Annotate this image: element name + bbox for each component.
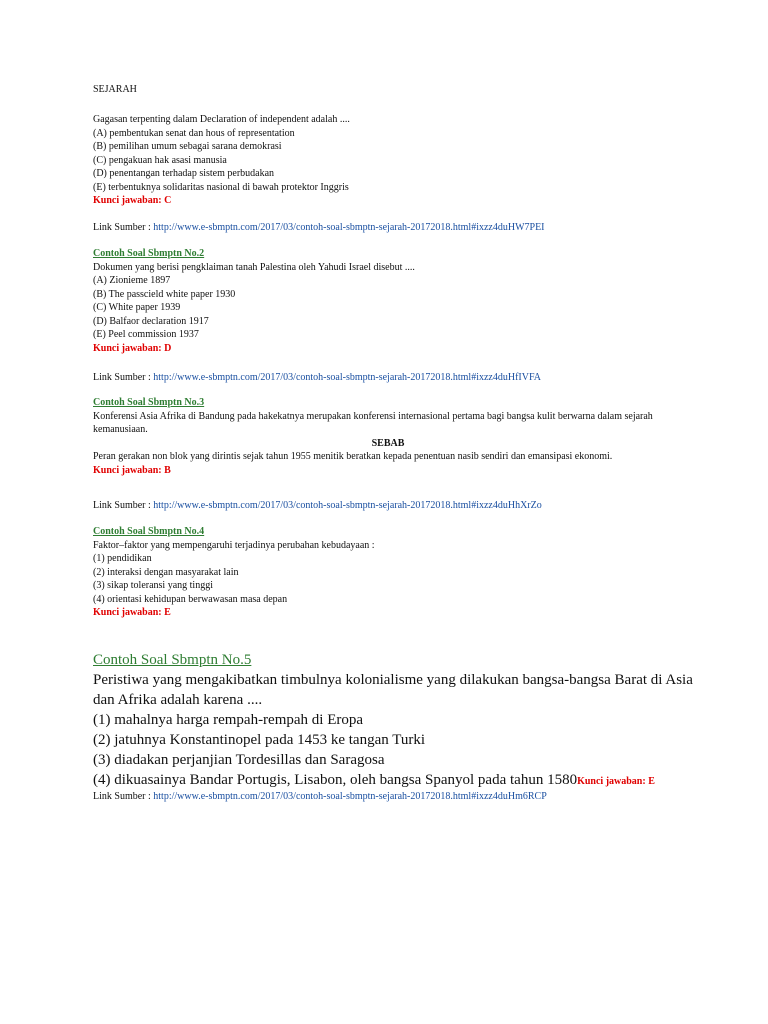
option-item: (3) diadakan perjanjian Tordesillas dan Saragosa (93, 752, 385, 768)
question-text: Gagasan terpenting dalam Declaration of independent adalah .... (93, 114, 350, 125)
question-3 (93, 396, 683, 477)
question-heading[interactable]: Contoh Soal Sbmptn No.4 (93, 526, 205, 537)
option-item: (E) terbentuknya solidaritas nasional di bawah protektor Inggris (93, 181, 349, 193)
link-prefix: Link Sumber : (93, 372, 154, 383)
question-2 (93, 247, 415, 355)
option-item: (2) jatuhnya Konstantinopel pada 1453 ke tangan Turki (93, 732, 426, 748)
option-item: (A) pembentukan senat dan hous of representation (93, 127, 295, 139)
option-item: (B) pemilihan umum sebagai sarana demokrasi (93, 141, 282, 152)
answer-key: Kunci jawaban: C (93, 195, 172, 206)
option-item: (B) The passcield white paper 1930 (93, 288, 236, 300)
link-prefix: Link Sumber : (93, 222, 154, 233)
source-link-row (93, 371, 541, 385)
answer-key: Kunci jawaban: E (93, 607, 171, 618)
link-prefix: Link Sumber : (93, 791, 154, 802)
connector-text: SEBAB (371, 437, 405, 449)
reason-text: Peran gerakan non blok yang dirintis sejak tahun 1955 menitik beratkan kepada penentuan nasib sendiri dan emansipasi ekonomi. (93, 451, 613, 462)
option-item: (E) Peel commission 1937 (93, 329, 199, 340)
question-heading[interactable]: Contoh Soal Sbmptn No.5 (93, 652, 252, 668)
option-item: (2) interaksi dengan masyarakat lain (93, 566, 239, 578)
option-item: (C) pengakuan hak asasi manusia (93, 154, 227, 166)
option-item: (D) Balfaor declaration 1917 (93, 315, 209, 327)
question-text: Peristiwa yang mengakibatkan timbulnya kolonialisme yang dilakukan bangsa-bangsa Barat di Asia (93, 672, 693, 688)
source-link[interactable]: http://www.e-sbmptn.com/2017/03/contoh-soal-sbmptn-sejarah-20172018.html#ixzz4duHm6RCP (153, 791, 547, 802)
question-text: Dokumen yang berisi pengklaiman tanah Palestina oleh Yahudi Israel disebut .... (93, 261, 415, 273)
source-link[interactable]: http://www.e-sbmptn.com/2017/03/contoh-soal-sbmptn-sejarah-20172018.html#ixzz4duHhXrZo (153, 500, 542, 511)
question-text: dan Afrika adalah karena .... (93, 692, 263, 708)
link-prefix: Link Sumber : (93, 500, 154, 511)
statement-text: Konferensi Asia Afrika di Bandung pada hakekatnya merupakan konferensi internasional pertama bagi bangsa kulit berwarna dalam sejarah kemanusiaan. (93, 410, 653, 435)
option-item: (4) orientasi kehidupan berwawasan masa depan (93, 593, 288, 605)
document-title: SEJARAH (93, 84, 137, 95)
question-5 (93, 650, 693, 792)
answer-key: Kunci jawaban: E (577, 776, 655, 787)
source-link[interactable]: http://www.e-sbmptn.com/2017/03/contoh-soal-sbmptn-sejarah-20172018.html#ixzz4duHW7PEI (153, 222, 545, 233)
option-item: (3) sikap toleransi yang tinggi (93, 580, 213, 591)
option-row-with-answer (93, 770, 693, 792)
question-4 (93, 525, 375, 620)
option-item: (4) dikuasainya Bandar Portugis, Lisabon, oleh bangsa Spanyol pada tahun 1580 (93, 772, 578, 788)
question-1 (93, 113, 350, 208)
source-link-row (93, 221, 545, 235)
option-item: (1) pendidikan (93, 553, 152, 564)
source-link-row (93, 790, 547, 804)
source-link[interactable]: http://www.e-sbmptn.com/2017/03/contoh-soal-sbmptn-sejarah-20172018.html#ixzz4duHfIVFA (153, 372, 542, 383)
option-item: (D) penentangan terhadap sistem perbudakan (93, 168, 275, 179)
question-heading[interactable]: Contoh Soal Sbmptn No.3 (93, 397, 205, 408)
option-item: (C) White paper 1939 (93, 302, 181, 313)
option-item: (A) Zionieme 1897 (93, 275, 171, 286)
answer-key: Kunci jawaban: B (93, 464, 171, 476)
source-link-row (93, 499, 542, 513)
answer-key: Kunci jawaban: D (93, 342, 172, 354)
option-item: (1) mahalnya harga rempah-rempah di Eropa (93, 712, 364, 728)
question-heading[interactable]: Contoh Soal Sbmptn No.2 (93, 248, 205, 259)
question-text: Faktor–faktor yang mempengaruhi terjadinya perubahan kebudayaan : (93, 539, 375, 551)
